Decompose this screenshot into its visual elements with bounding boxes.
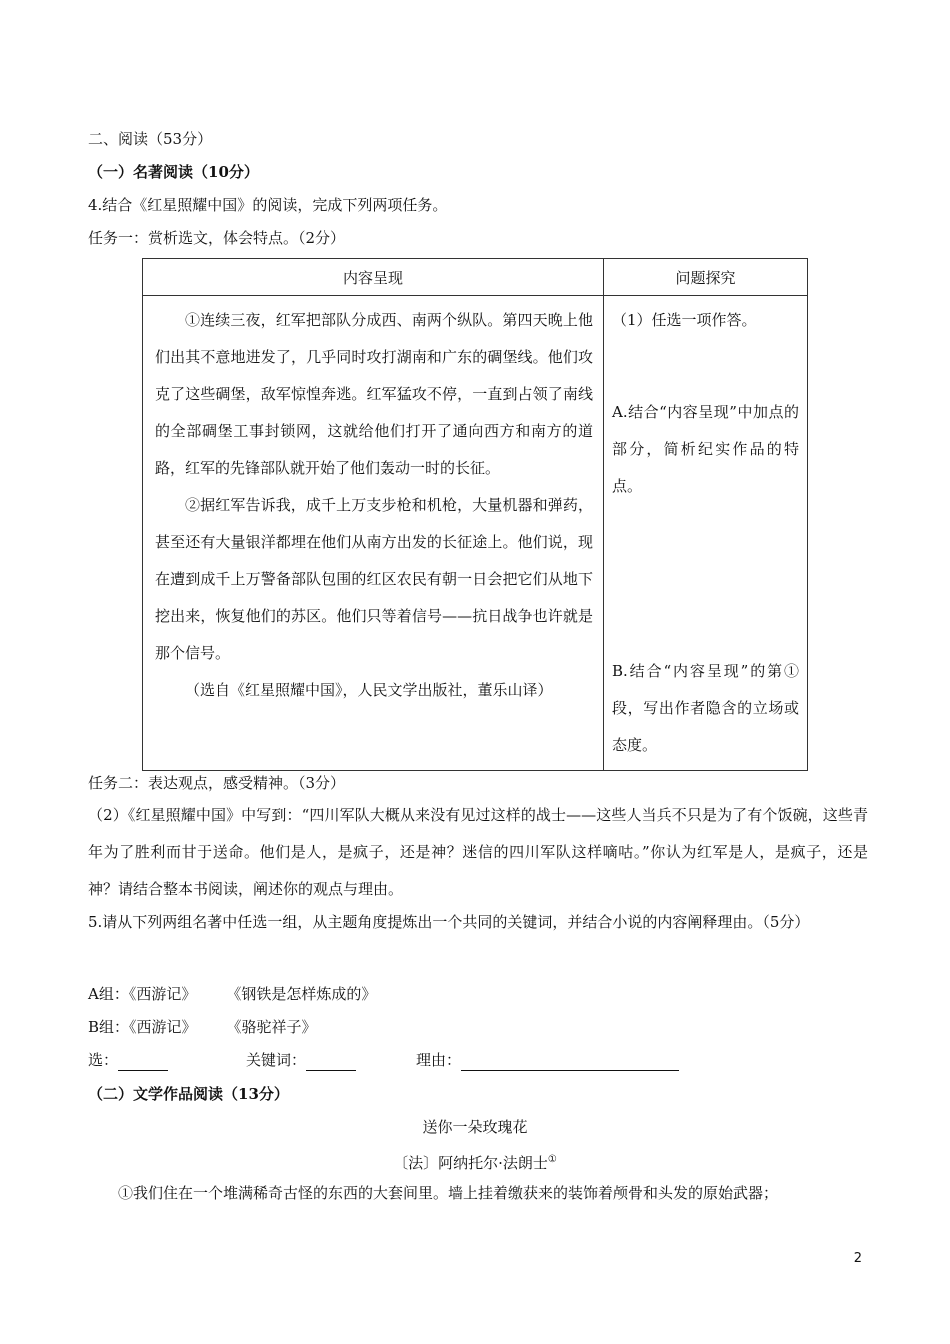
col-header-content: 内容呈现 bbox=[143, 259, 604, 296]
task1-label: 任务一：赏析选文，体会特点。（2分） bbox=[88, 229, 346, 247]
excerpt-source: （选自《红星照耀中国》，人民文学出版社，董乐山译） bbox=[185, 681, 553, 699]
col-header-question: 问题探究 bbox=[604, 259, 808, 296]
content-cell bbox=[143, 296, 604, 771]
choose-label: 选： bbox=[88, 1051, 119, 1069]
group-b bbox=[88, 1016, 317, 1038]
article-para-1: ①我们住在一个堆满稀奇古怪的东西的大套间里。墙上挂着缴获来的装饰着颅骨和头发的原始武器； bbox=[118, 1184, 779, 1202]
q4-sub2: （2）《红星照耀中国》中写到：“四川军队大概从来没有见过这样的战士——这些人当兵不只是为了有个饭碗，这些青年为了胜利而甘于送命。他们是人，是疯子，还是神？迷信的四川军队这样嘀咕。”你认为红军是人，是疯子，还是神？请结合整本书阅读，阐述你的观点与理由。 bbox=[88, 806, 868, 898]
author-name: 〔法〕阿纳托尔·法朗士 bbox=[393, 1154, 548, 1172]
reason-blank[interactable] bbox=[461, 1054, 679, 1071]
group-a-book1: 《西游记》 bbox=[128, 985, 197, 1003]
reason-label: 理由： bbox=[416, 1051, 462, 1069]
task2-label: 任务二：表达观点，感受精神。（3分） bbox=[88, 774, 346, 792]
part1-heading: （一）名著阅读（10分） bbox=[88, 163, 259, 181]
keyword-blank[interactable] bbox=[306, 1054, 356, 1071]
group-a-label: A组： bbox=[88, 985, 129, 1003]
choose-blank[interactable] bbox=[118, 1054, 168, 1071]
group-b-book2: 《骆驼祥子》 bbox=[226, 1018, 317, 1036]
section-title: 二、阅读（53分） bbox=[88, 130, 213, 148]
author-footnote-mark: ① bbox=[547, 1154, 557, 1165]
question-b: B.结合“内容呈现”的第①段，写出作者隐含的立场或态度。 bbox=[612, 662, 799, 754]
group-b-label: B组： bbox=[88, 1018, 130, 1036]
group-b-book1: 《西游记》 bbox=[129, 1018, 197, 1036]
keyword-label: 关键词： bbox=[246, 1051, 307, 1069]
article-author bbox=[0, 1149, 950, 1174]
group-a-book2: 《钢铁是怎样炼成的》 bbox=[226, 985, 377, 1003]
question-intro: （1）任选一项作答。 bbox=[612, 311, 757, 329]
q5-stem: 5.请从下列两组名著中任选一组，从主题角度提炼出一个共同的关键词，并结合小说的内容阐释理由。（5分） bbox=[88, 913, 810, 931]
question-cell bbox=[604, 296, 808, 771]
excerpt-para-2: ②据红军告诉我，成千上万支步枪和机枪，大量机器和弹药，甚至还有大量银洋都埋在他们从南方出发的长征途上。他们说，现在遭到成千上万警备部队包围的红区农民有朝一日会把它们从地下挖出来，恢复他们的苏区。他们只等着信号——抗日战争也许就是那个信号。 bbox=[155, 496, 593, 662]
reading-table bbox=[142, 258, 808, 771]
question-a: A.结合“内容呈现”中加点的部分，简析纪实作品的特点。 bbox=[612, 403, 799, 495]
answer-line bbox=[88, 1049, 679, 1071]
part2-heading: （二）文学作品阅读（13分） bbox=[88, 1085, 289, 1103]
page-number: 2 bbox=[853, 1251, 862, 1266]
article-title: 送你一朵玫瑰花 bbox=[422, 1118, 528, 1136]
q4-stem: 4.结合《红星照耀中国》的阅读，完成下列两项任务。 bbox=[88, 196, 448, 214]
excerpt-para-1: ①连续三夜，红军把部队分成西、南两个纵队。第四天晚上他们出其不意地进发了，几乎同时攻打湖南和广东的碉堡线。他们攻克了这些碉堡，敌军惊惶奔逃。红军猛攻不停，一直到占领了南线的全部碉堡工事封锁网，这就给他们打开了通向西方和南方的道路，红军的先锋部队就开始了他们轰动一时的长征。 bbox=[155, 311, 593, 477]
group-a bbox=[88, 983, 376, 1005]
